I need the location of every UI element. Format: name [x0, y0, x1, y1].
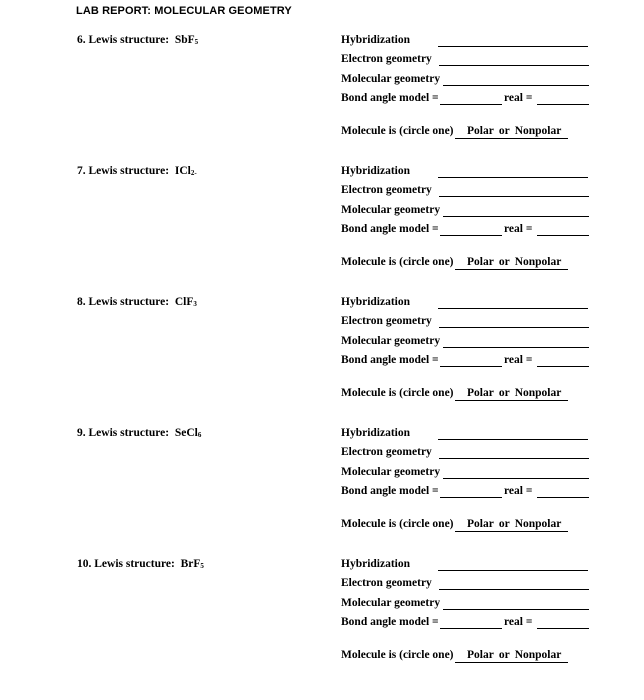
bond-angle-model-label: Bond angle model = [341, 92, 439, 104]
question-number: 8. [77, 296, 86, 308]
question-number: 9. [77, 427, 86, 439]
molecule-is-label: Molecule is (circle one) [341, 256, 454, 268]
question-7 [0, 165, 644, 295]
real-label: real = [504, 485, 533, 497]
polarity-choice [455, 649, 568, 663]
molecule-is-label: Molecule is (circle one) [341, 387, 454, 399]
page-title: LAB REPORT: MOLECULAR GEOMETRY [76, 5, 292, 17]
molecular-geometry-label: Molecular geometry [341, 466, 441, 478]
molecular-geometry-blank[interactable] [443, 609, 589, 610]
nonpolar-option[interactable]: Nonpolar [514, 256, 562, 268]
bond-angle-model-label: Bond angle model = [341, 485, 439, 497]
polarity-row [341, 125, 562, 139]
formula-subscript: 5 [194, 38, 199, 46]
polar-option[interactable]: Polar [467, 256, 494, 268]
formula: SeCl [174, 427, 198, 439]
lewis-structure-label [77, 165, 197, 177]
molecular-geometry-label: Molecular geometry [341, 73, 441, 85]
real-label: real = [504, 223, 533, 235]
formula: BrF [180, 558, 201, 570]
polar-option[interactable]: Polar [467, 125, 494, 137]
molecular-geometry-blank[interactable] [443, 85, 589, 86]
or-text: or [498, 518, 510, 530]
or-text: or [498, 256, 510, 268]
lewis-prefix: Lewis structure: [88, 427, 170, 439]
hybridization-blank[interactable] [438, 570, 588, 571]
real-label: real = [504, 354, 533, 366]
lewis-structure-label [77, 296, 197, 308]
bond-angle-model-blank[interactable] [440, 366, 502, 367]
lewis-structure-label [77, 558, 204, 570]
hybridization-label: Hybridization [341, 558, 411, 570]
question-6 [0, 34, 644, 164]
molecular-geometry-blank[interactable] [443, 216, 589, 217]
lewis-prefix: Lewis structure: [88, 296, 170, 308]
formula-subscript: 5 [200, 562, 204, 570]
electron-geometry-blank[interactable] [439, 589, 589, 590]
nonpolar-option[interactable]: Nonpolar [514, 125, 562, 137]
hybridization-blank[interactable] [438, 308, 588, 309]
real-angle-blank[interactable] [537, 104, 589, 105]
question-9 [0, 427, 644, 557]
molecular-geometry-label: Molecular geometry [341, 204, 441, 216]
lewis-prefix: Lewis structure: [94, 558, 175, 570]
electron-geometry-label: Electron geometry [341, 315, 432, 327]
lewis-structure-label [77, 427, 201, 439]
hybridization-label: Hybridization [341, 165, 411, 177]
question-number: 10. [77, 558, 92, 570]
nonpolar-option[interactable]: Nonpolar [514, 387, 562, 399]
electron-geometry-label: Electron geometry [341, 577, 432, 589]
question-10 [0, 558, 644, 688]
real-angle-blank[interactable] [537, 366, 589, 367]
polar-option[interactable]: Polar [467, 518, 494, 530]
polarity-row [341, 518, 562, 532]
real-label: real = [504, 616, 533, 628]
polarity-choice [455, 256, 568, 270]
or-text: or [498, 387, 510, 399]
polarity-row [341, 649, 562, 663]
polarity-row [341, 387, 562, 401]
electron-geometry-label: Electron geometry [341, 446, 432, 458]
electron-geometry-blank[interactable] [439, 196, 589, 197]
hybridization-blank[interactable] [438, 46, 588, 47]
polarity-choice [455, 125, 568, 139]
electron-geometry-label: Electron geometry [341, 184, 432, 196]
polarity-choice [455, 518, 568, 532]
electron-geometry-label: Electron geometry [341, 53, 432, 65]
molecule-is-label: Molecule is (circle one) [341, 125, 454, 137]
formula: ClF [174, 296, 194, 308]
real-angle-blank[interactable] [537, 497, 589, 498]
polarity-choice [455, 387, 568, 401]
question-8 [0, 296, 644, 426]
polar-option[interactable]: Polar [467, 387, 494, 399]
molecule-is-label: Molecule is (circle one) [341, 649, 454, 661]
real-label: real = [504, 92, 533, 104]
bond-angle-model-label: Bond angle model = [341, 616, 439, 628]
hybridization-blank[interactable] [438, 439, 588, 440]
formula: SbF [174, 34, 195, 46]
bond-angle-model-label: Bond angle model = [341, 354, 439, 366]
molecular-geometry-blank[interactable] [443, 478, 589, 479]
molecular-geometry-label: Molecular geometry [341, 335, 441, 347]
bond-angle-model-blank[interactable] [440, 497, 502, 498]
lewis-prefix: Lewis structure: [88, 165, 170, 177]
bond-angle-model-blank[interactable] [440, 628, 502, 629]
question-number: 6. [77, 34, 86, 46]
real-angle-blank[interactable] [537, 235, 589, 236]
bond-angle-model-blank[interactable] [440, 104, 502, 105]
hybridization-label: Hybridization [341, 296, 411, 308]
or-text: or [498, 125, 510, 137]
polarity-row [341, 256, 562, 270]
formula-subscript: 6 [197, 431, 202, 439]
formula: ICl [174, 165, 191, 177]
lewis-structure-label [77, 34, 198, 46]
formula-subscript: 2- [190, 169, 197, 177]
electron-geometry-blank[interactable] [439, 458, 589, 459]
hybridization-label: Hybridization [341, 427, 411, 439]
polar-option[interactable]: Polar [467, 649, 494, 661]
or-text: or [498, 649, 510, 661]
question-number: 7. [77, 165, 86, 177]
nonpolar-option[interactable]: Nonpolar [514, 518, 562, 530]
hybridization-blank[interactable] [438, 177, 588, 178]
molecule-is-label: Molecule is (circle one) [341, 518, 454, 530]
formula-subscript: 3 [193, 300, 197, 308]
nonpolar-option[interactable]: Nonpolar [514, 649, 562, 661]
electron-geometry-blank[interactable] [439, 327, 589, 328]
bond-angle-model-blank[interactable] [440, 235, 502, 236]
real-angle-blank[interactable] [537, 628, 589, 629]
lewis-prefix: Lewis structure: [88, 34, 170, 46]
hybridization-label: Hybridization [341, 34, 411, 46]
molecular-geometry-label: Molecular geometry [341, 597, 441, 609]
molecular-geometry-blank[interactable] [443, 347, 589, 348]
electron-geometry-blank[interactable] [439, 65, 589, 66]
bond-angle-model-label: Bond angle model = [341, 223, 439, 235]
